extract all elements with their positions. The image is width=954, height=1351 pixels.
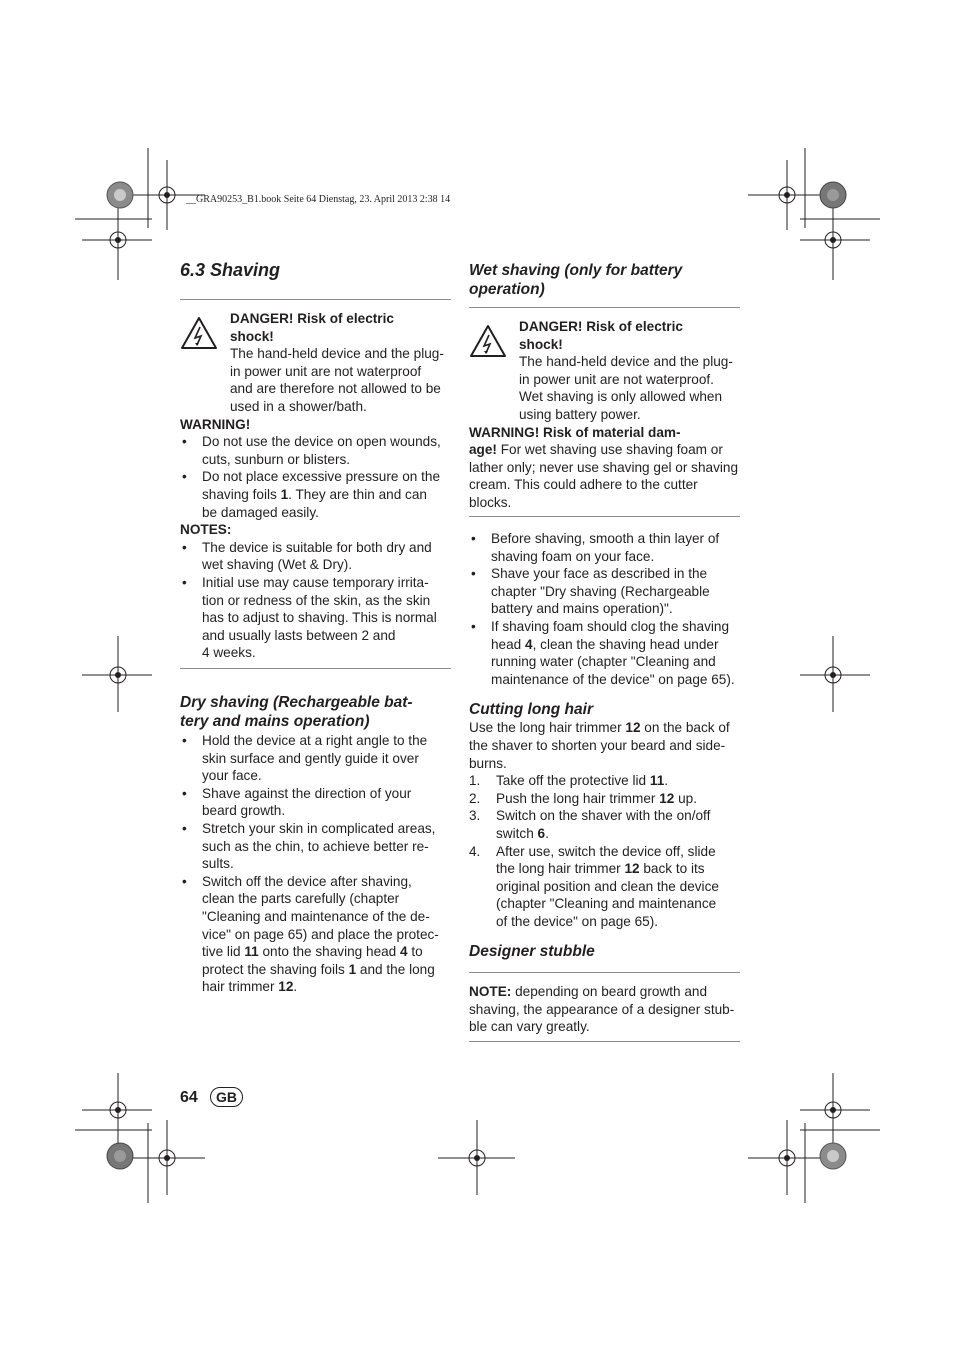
notes-label: NOTES: xyxy=(180,522,232,538)
list-item xyxy=(180,433,452,468)
dry-shaving-title-line2: tery and mains operation) xyxy=(180,713,370,730)
cut-intro-text: on the back of xyxy=(640,720,730,736)
page-number: 64 xyxy=(180,1089,198,1106)
list-item-line: be damaged easily. xyxy=(202,504,319,520)
danger-text-line: in power unit are not waterproof. xyxy=(519,371,714,387)
list-item-line: Stretch your skin in complicated areas, xyxy=(202,820,436,836)
list-item xyxy=(469,790,741,808)
step-text: Take off the protective lid xyxy=(496,773,650,789)
part-number: 12 xyxy=(624,861,640,877)
list-item xyxy=(469,618,741,688)
danger-text-line: using battery power. xyxy=(519,406,641,422)
list-item xyxy=(469,530,741,565)
section-title: 6.3 Shaving xyxy=(180,260,281,280)
list-item-line: sults. xyxy=(202,856,234,872)
list-item-line: your face. xyxy=(202,768,262,784)
step-text: (chapter "Cleaning and maintenance xyxy=(496,896,717,912)
danger-text-line: Wet shaving is only allowed when xyxy=(519,389,723,405)
list-item xyxy=(180,785,452,820)
list-item-line: shaving foils xyxy=(202,486,281,502)
list-item-line: clean the parts carefully (chapter xyxy=(202,891,400,907)
list-item-line: beard growth. xyxy=(202,803,286,819)
electric-warning-icon xyxy=(180,316,218,350)
list-item-line: onto the shaving head xyxy=(258,944,401,960)
list-item xyxy=(180,873,452,996)
step-number: 4. xyxy=(469,843,481,859)
dry-shaving-list xyxy=(180,732,452,996)
danger-title-line2: shock! xyxy=(230,328,274,344)
note-text: shaving, the appearance of a designer stub- xyxy=(469,1001,735,1017)
wet-title-rule xyxy=(469,307,740,308)
material-rule xyxy=(469,516,740,517)
note-label: NOTE: xyxy=(469,984,512,999)
step-text: After use, switch the device off, slide xyxy=(496,843,716,859)
danger-text-line: used in a shower/bath. xyxy=(230,398,367,414)
print-file-info: __GRA90253_B1.book Seite 64 Dienstag, 23. April 2013 2:38 14 xyxy=(186,194,451,205)
cut-intro-text: Use the long hair trimmer xyxy=(469,720,626,736)
list-item-line: tive lid xyxy=(202,944,245,960)
step-text: the long hair trimmer xyxy=(496,861,625,877)
step-text: up. xyxy=(674,790,698,806)
list-item-line: battery and mains operation)". xyxy=(491,601,673,617)
list-item xyxy=(469,565,741,618)
list-item-line: maintenance of the device" on page 65). xyxy=(491,671,735,687)
warning-list xyxy=(180,433,452,521)
list-item-line: Before shaving, smooth a thin layer of xyxy=(491,531,720,546)
notes-rule xyxy=(180,668,451,669)
list-item-line: to xyxy=(407,944,423,960)
cutting-long-hair-title: Cutting long hair xyxy=(469,701,593,719)
note-text: ble can vary greatly. xyxy=(469,1019,590,1035)
step-text: back to its xyxy=(639,861,705,877)
stubble-rule xyxy=(469,972,740,973)
wet-shaving-title-line1: Wet shaving (only for battery xyxy=(469,262,683,279)
note-text: depending on beard growth and xyxy=(511,984,708,999)
dry-shaving-title xyxy=(180,693,452,731)
part-number: 4 xyxy=(525,636,533,652)
material-warning xyxy=(469,424,741,512)
list-item-line: running water (chapter "Cleaning and xyxy=(491,654,716,670)
part-number: 1 xyxy=(348,961,357,977)
material-warning-text: lather only; never use shaving gel or shaving xyxy=(469,459,739,475)
dry-shaving-list-wrap xyxy=(180,732,452,996)
left-column xyxy=(180,310,452,662)
part-number: 4 xyxy=(400,944,408,960)
material-warning-text: For wet shaving use shaving foam or xyxy=(496,442,723,458)
list-item xyxy=(469,843,741,931)
list-item-line: such as the chin, to achieve better re- xyxy=(202,838,429,854)
stubble-bottom-rule xyxy=(469,1041,740,1042)
list-item-line: cuts, sunburn or blisters. xyxy=(202,451,351,467)
danger-text-line: The hand-held device and the plug- xyxy=(230,346,444,362)
list-item xyxy=(469,807,741,842)
danger-box xyxy=(469,318,741,424)
cut-steps-list xyxy=(469,772,741,930)
cut-intro-text: the shaver to shorten your beard and side- xyxy=(469,737,726,753)
list-item xyxy=(180,732,452,785)
list-item-line: skin surface and gently guide it over xyxy=(202,750,419,766)
list-item-line: wet shaving (Wet & Dry). xyxy=(202,557,353,573)
list-item-line: Do not place excessive pressure on the xyxy=(202,469,441,485)
part-number: 6 xyxy=(537,825,546,841)
danger-box xyxy=(180,310,452,416)
part-number: 12 xyxy=(625,720,641,736)
list-item-line: "Cleaning and maintenance of the de- xyxy=(202,908,430,924)
danger-text-line: and are therefore not allowed to be xyxy=(230,381,441,397)
material-warning-label: WARNING! Risk of material dam- xyxy=(469,424,681,440)
electric-warning-icon xyxy=(469,324,507,358)
list-item-line: Switch off the device after shaving, xyxy=(202,873,412,889)
part-number: 12 xyxy=(659,790,675,806)
wet-shaving-list xyxy=(469,530,741,688)
part-number: 11 xyxy=(244,944,259,960)
step-text: original position and clean the device xyxy=(496,878,719,894)
wet-shaving-title xyxy=(469,261,741,299)
step-text: . xyxy=(545,825,549,841)
step-text: . xyxy=(664,773,669,789)
list-item-line: has to adjust to shaving. This is normal xyxy=(202,610,437,626)
warning-label: WARNING! xyxy=(180,416,251,432)
stubble-note xyxy=(469,983,741,1036)
step-text: Switch on the shaver with the on/off xyxy=(496,808,711,824)
list-item-line: chapter "Dry shaving (Rechargeable xyxy=(491,583,710,599)
list-item xyxy=(180,468,452,521)
dry-shaving-title-line1: Dry shaving (Rechargeable bat- xyxy=(180,694,413,711)
right-column xyxy=(469,318,741,512)
material-warning-text: blocks. xyxy=(469,494,512,510)
list-item-line: , clean the shaving head under xyxy=(532,636,719,652)
danger-text-line: in power unit are not waterproof xyxy=(230,363,422,379)
part-number: 1 xyxy=(280,486,289,502)
list-item xyxy=(180,820,452,873)
language-badge: GB xyxy=(210,1087,243,1107)
list-item xyxy=(469,772,741,790)
list-item-line: head xyxy=(491,636,526,652)
list-item-line: shaving foam on your face. xyxy=(491,548,655,564)
step-number: 1. xyxy=(469,773,481,789)
part-number: 12 xyxy=(278,979,294,995)
step-number: 2. xyxy=(469,790,481,806)
step-text: Push the long hair trimmer xyxy=(496,790,660,806)
step-text: of the device" on page 65). xyxy=(496,913,659,929)
list-item-line: and usually lasts between 2 and xyxy=(202,627,396,643)
danger-title-line1: DANGER! Risk of electric xyxy=(519,319,683,334)
list-item-line: Do not use the device on open wounds, xyxy=(202,434,441,450)
list-item-line: 4 weeks. xyxy=(202,645,256,661)
part-number: 11 xyxy=(649,773,665,789)
list-item-line: If shaving foam should clog the shaving xyxy=(491,618,730,634)
list-item xyxy=(180,574,452,662)
list-item-line: Shave against the direction of your xyxy=(202,785,412,801)
wet-shaving-list-wrap xyxy=(469,530,741,961)
danger-text-line: The hand-held device and the plug- xyxy=(519,354,733,370)
cut-intro-text: burns. xyxy=(469,755,507,771)
wet-shaving-title-line2: operation) xyxy=(469,281,545,298)
list-item-line: hair trimmer xyxy=(202,979,279,995)
list-item-line: Hold the device at a right angle to the xyxy=(202,733,428,748)
list-item-line: Shave your face as described in the xyxy=(491,566,708,582)
material-warning-text: cream. This could adhere to the cutter xyxy=(469,477,698,493)
list-item-line: The device is suitable for both dry and xyxy=(202,539,432,555)
material-warning-label: age! xyxy=(469,442,497,458)
list-item-line: . xyxy=(293,979,298,995)
list-item-line: . They are thin and can xyxy=(288,486,427,502)
step-text: switch xyxy=(496,825,538,841)
designer-stubble-title: Designer stubble xyxy=(469,943,595,961)
notes-list xyxy=(180,539,452,662)
list-item-line: and the long xyxy=(356,961,435,977)
list-item-line: vice" on page 65) and place the protec- xyxy=(202,926,439,942)
list-item-line: Initial use may cause temporary irrita- xyxy=(202,574,429,590)
danger-title-line2: shock! xyxy=(519,336,563,352)
list-item-line: tion or redness of the skin, as the skin xyxy=(202,592,431,608)
list-item-line: protect the shaving foils xyxy=(202,961,349,977)
list-item xyxy=(180,539,452,574)
step-number: 3. xyxy=(469,808,481,824)
title-rule xyxy=(180,299,451,300)
danger-title-line1: DANGER! Risk of electric xyxy=(230,311,394,326)
